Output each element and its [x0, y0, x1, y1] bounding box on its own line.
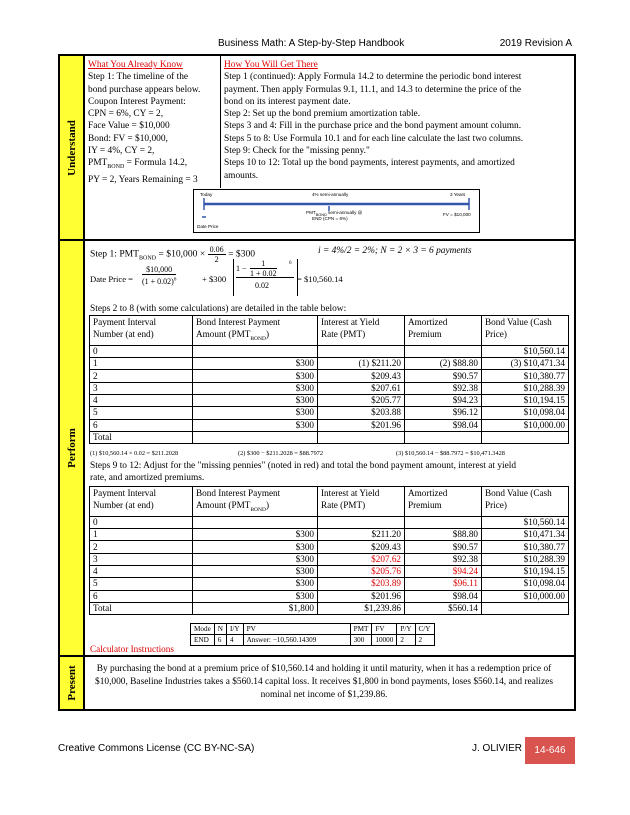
table-cell	[318, 345, 405, 357]
calculator-cell: PMT	[350, 624, 372, 635]
steps2-text: Steps 2 to 8 (with some calculations) are detailed in the table below:	[90, 304, 347, 314]
present-section	[60, 657, 574, 709]
table-cell: $203.89	[318, 578, 405, 590]
calculator-table	[190, 623, 435, 646]
understand-sidebar: Understand	[60, 56, 85, 239]
bond-timeline	[193, 189, 480, 233]
table-header-row: Payment Interval Number (at end) Bond Interest Payment Amount $(PMT_{BOND})$ Interest at Yield Rate (PMT) Amortized Premium Bond Value (Cash Price)	[90, 487, 569, 517]
table-cell: $98.04	[405, 590, 482, 602]
table-cell: $300	[193, 541, 318, 553]
coupon-fraction: $\frac{0.06}{2}$	[209, 245, 224, 264]
table-cell: $205.76	[318, 566, 405, 578]
table-cell: $1,239.86	[318, 602, 405, 614]
timeline-end: END (CPN = 6%)	[312, 216, 348, 221]
table-cell: $96.12	[405, 407, 482, 419]
table-cell	[405, 345, 482, 357]
table-row	[90, 590, 569, 602]
table-row	[90, 431, 569, 443]
calculator-cell: Answer: −10,560.14309	[243, 635, 350, 646]
table-cell: $10,560.14	[482, 516, 569, 528]
table-cell: $300	[193, 370, 318, 382]
table-cell: $300	[193, 419, 318, 431]
timeline-years: 3 Years	[450, 192, 466, 197]
table-cell	[193, 516, 318, 528]
how-you-get-there: How You Will Get There Step 1 (continued): Apply Formula 14.2 to determine the periodic bond interest payment. Then apply Formulas 9.1, 11.1, and 14.3 to determine the price of the bond on its interest payment date. Step 2: Set up the bond premium amortization table. Steps 3 and 4: Fill in the purchase price and the bond payment amount column. Steps 5 to 8: Use Formula 10.1 and for each line calculate the last two columns. Step 9: Check for the "missing penny." Steps 10 to 12: Total up the bond payments, interest payments, and amortized amounts.	[224, 59, 568, 182]
table-cell: $300	[193, 578, 318, 590]
table-cell: 4	[90, 566, 193, 578]
present-sidebar: Present	[60, 657, 85, 709]
calculator-cell: 300	[350, 635, 372, 646]
table-header-row: Payment Interval Number (at end) Bond Interest Payment Amount $(PMT_{BOND})$ Interest at Yield Rate (PMT) Amortized Premium Bond Value (Cash Price)	[90, 316, 569, 346]
header-revision: 2019 Revision A	[499, 38, 572, 49]
column-divider	[220, 56, 221, 188]
table-row	[90, 345, 569, 357]
table-cell	[405, 431, 482, 443]
calculator-cell: P/Y	[397, 624, 415, 635]
how-title: How You Will Get There	[224, 60, 318, 70]
timeline-today: Today	[200, 192, 213, 197]
table-cell	[482, 431, 569, 443]
table-cell: $10,380.77	[482, 541, 569, 553]
table-cell: $300	[193, 382, 318, 394]
calculator-header-row	[191, 624, 435, 635]
step1-formula: Step 1: $PMT_{BOND}$ = $10,000 × $\frac{0.06}{2}$ = $300	[90, 245, 256, 264]
table-cell: 3	[90, 553, 193, 565]
table-cell: $207.62	[318, 553, 405, 565]
table-row	[90, 358, 569, 370]
footer-license: Creative Commons License (CC BY-NC-SA)	[58, 743, 255, 754]
table-cell: (3) $10,471.34	[482, 358, 569, 370]
table-row	[90, 602, 569, 614]
table-cell: $90.57	[405, 541, 482, 553]
table-cell: $300	[193, 358, 318, 370]
table-cell: $10,288.39	[482, 553, 569, 565]
table-row	[90, 407, 569, 419]
footer-author: J. OLIVIER	[472, 743, 523, 754]
present-text: By purchasing the bond at a premium price of $10,560.14 and holding it until maturity, when it has a redemption price of $10,000, Baseline Industries takes a $560.14 capital loss. It receives $1,800 in bond payments, loses $560.14, and realizes nominal net income of $1,239.86.	[95, 664, 553, 700]
table-cell: $10,471.34	[482, 529, 569, 541]
calculator-cell: END	[191, 635, 215, 646]
table-cell: $10,288.39	[482, 382, 569, 394]
note-2: (2) $300 − $211.2028 = $88.7972	[238, 450, 324, 457]
table-cell: 1	[90, 529, 193, 541]
table-row	[90, 395, 569, 407]
table-cell: $10,098.04	[482, 407, 569, 419]
table-row	[90, 419, 569, 431]
calculator-cell: 2	[415, 635, 434, 646]
amortization-table	[89, 315, 569, 444]
table-cell: 6	[90, 419, 193, 431]
final-amortization-table	[89, 486, 569, 615]
table-cell: 5	[90, 578, 193, 590]
table-cell	[193, 345, 318, 357]
page-number: 14-646	[525, 737, 575, 764]
table-row	[90, 553, 569, 565]
table-cell: $10,380.77	[482, 370, 569, 382]
timeline-fv: FV = $10,000	[443, 212, 471, 217]
table-cell: (1) $211.20	[318, 358, 405, 370]
calculator-cell: 10000	[372, 635, 397, 646]
calculator-cell: 6	[214, 635, 226, 646]
table-cell: $300	[193, 553, 318, 565]
table-cell: $10,098.04	[482, 578, 569, 590]
table-row	[90, 566, 569, 578]
calculator-label: Calculator Instructions	[90, 644, 174, 654]
table-row	[90, 578, 569, 590]
table-cell: $98.04	[405, 419, 482, 431]
table-cell	[482, 602, 569, 614]
timeline-pmt: $PMT_{BOND}$ semi-annually @	[306, 210, 363, 217]
table-cell: 0	[90, 345, 193, 357]
calculator-cell: 2	[397, 635, 415, 646]
table-cell: $1,800	[193, 602, 318, 614]
table-cell: $10,000.00	[482, 590, 569, 602]
table-cell: $203.88	[318, 407, 405, 419]
steps9-text: Steps 9 to 12: Adjust for the "missing pennies" (noted in red) and total the bond payment amount, interest at yield rate, and amortized premiums.	[90, 461, 517, 483]
step1-rate: i = 4%/2 = 2%; N = 2 × 3 = 6 payments	[318, 246, 472, 256]
table-cell: $96.11	[405, 578, 482, 590]
table-cell: 3	[90, 382, 193, 394]
table-row	[90, 516, 569, 528]
header-title: Business Math: A Step-by-Step Handbook	[218, 38, 405, 49]
calculator-cell: C/Y	[415, 624, 434, 635]
table-cell: $300	[193, 590, 318, 602]
what-you-know: What You Already Know Step 1: The timeline of the bond purchase appears below. Coupon Interest Payment: CPN = 6%, CY = 2, Face Value = $10,000 Bond: FV = $10,000, IY = 4%, CY = 2, $PMT_{BOND}$ = Formula 14.2, PY = 2, Years Remaining = 3	[88, 59, 218, 186]
table-cell: $300	[193, 395, 318, 407]
table-cell: 2	[90, 370, 193, 382]
table-cell: 5	[90, 407, 193, 419]
table-cell: Total	[90, 602, 193, 614]
table-cell: $94.24	[405, 566, 482, 578]
perform-section	[60, 241, 574, 657]
table-cell	[318, 431, 405, 443]
timeline-rate: 4% semi-annually	[312, 192, 349, 197]
table-row	[90, 382, 569, 394]
timeline-date-price: Date Price	[197, 224, 219, 229]
table-cell: $300	[193, 529, 318, 541]
table-cell: $88.80	[405, 529, 482, 541]
table-cell: $300	[193, 407, 318, 419]
table-cell: $10,194.15	[482, 395, 569, 407]
table-cell: $10,000.00	[482, 419, 569, 431]
table-cell: $201.96	[318, 419, 405, 431]
calculator-cell: FV	[372, 624, 397, 635]
table-cell: $300	[193, 566, 318, 578]
calculator-cell: Mode	[191, 624, 215, 635]
calculator-cell: N	[214, 624, 226, 635]
table-cell: 0	[90, 516, 193, 528]
table-cell: $10,194.15	[482, 566, 569, 578]
solution-box	[58, 54, 576, 711]
calculator-cell: I/Y	[226, 624, 243, 635]
what-you-know-title: What You Already Know	[88, 60, 183, 70]
note-3: (3) $10,560.14 − $88.7972 = $10,471.3428	[396, 450, 505, 457]
table-cell: 4	[90, 395, 193, 407]
table-cell: $201.96	[318, 590, 405, 602]
table-cell	[405, 516, 482, 528]
table-cell: $205.77	[318, 395, 405, 407]
table-cell	[318, 516, 405, 528]
calculator-cell: PV	[243, 624, 350, 635]
date-price-formula: Date Price = $\frac{\$10,000}{(1 + 0.02)^6}$ + $300 1 − $\frac{1}{1 + 0.02}$ 6 0.02 = $10,560.14	[90, 259, 390, 299]
table-cell: $94.23	[405, 395, 482, 407]
table-cell: $92.38	[405, 382, 482, 394]
table-cell: $92.38	[405, 553, 482, 565]
perform-sidebar: Perform	[60, 241, 85, 655]
table-cell: 6	[90, 590, 193, 602]
table-cell: $209.43	[318, 541, 405, 553]
understand-section	[60, 56, 574, 241]
table-cell: $209.43	[318, 370, 405, 382]
calculator-cell: 4	[226, 635, 243, 646]
table-cell: (2) $88.80	[405, 358, 482, 370]
note-1: (1) $10,560.14 × 0.02 = $211.2028	[90, 450, 179, 457]
table-cell: $10,560.14	[482, 345, 569, 357]
table-row	[90, 541, 569, 553]
table-cell: Total	[90, 431, 193, 443]
table-cell: 1	[90, 358, 193, 370]
table-row	[90, 529, 569, 541]
calculator-values-row	[191, 635, 435, 646]
table-cell: $211.20	[318, 529, 405, 541]
table-cell: $560.14	[405, 602, 482, 614]
table-cell: 2	[90, 541, 193, 553]
table-cell	[193, 431, 318, 443]
table-cell: $90.57	[405, 370, 482, 382]
table-row	[90, 370, 569, 382]
page-header	[0, 36, 630, 52]
table-cell: $207.61	[318, 382, 405, 394]
